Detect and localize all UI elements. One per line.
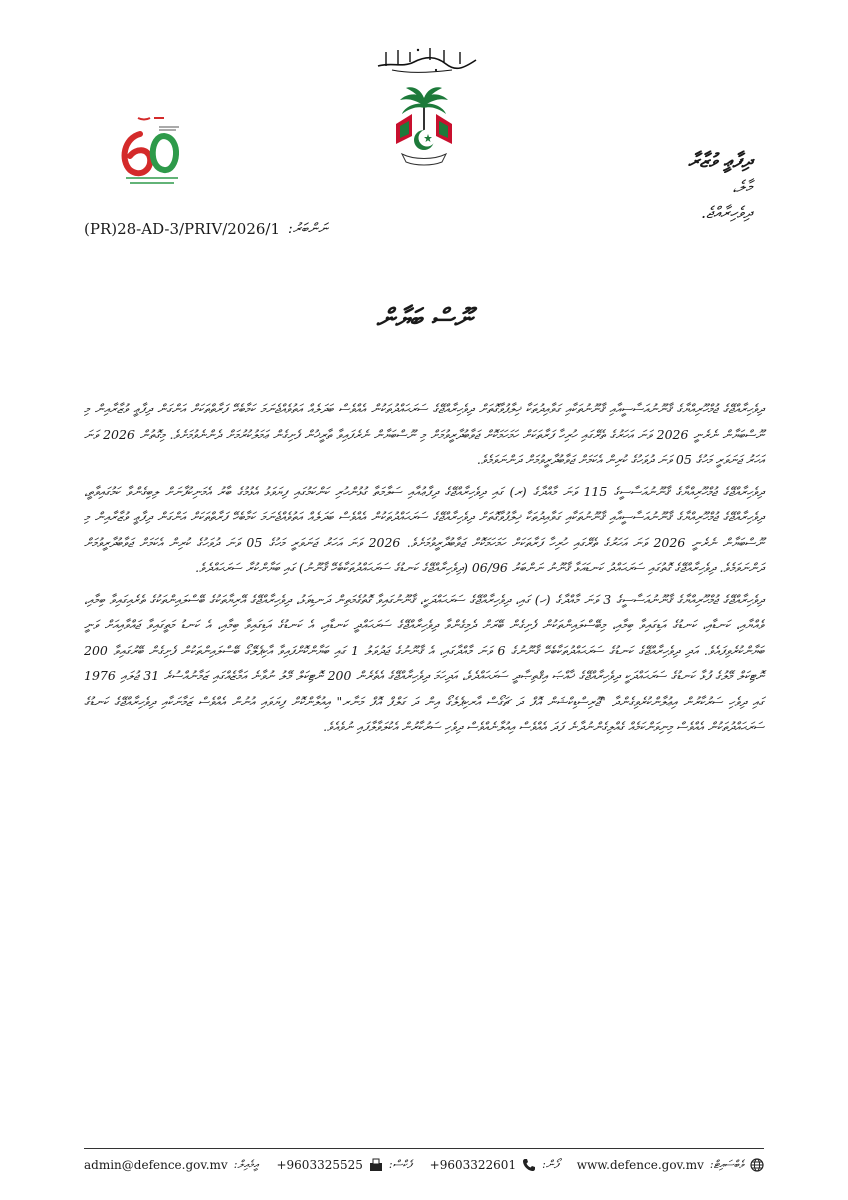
body-paragraph: ދިވެހިރާއްޖޭގެ ޖުމްހޫރިއްޔާގެ ޤާނޫނުއަސާސީއާއި ޤާނޫނުތަކާއި ގަވާއިދުތަކާ ޚިލާފުވާގޮތަށް ދިވެހިރާއްޖޭގެ ސަރަޙައްދުތަކުން އެއްވެސް ބަދަލެއް އަތުވެއްޖެނަމަ ކަމާބެހޭ ފަރާތްތަކަށް އަންގަން ދިފާޢީ ވުޒާރާއިން މި ނޫސްބަޔާން ނެރެނީ 2026 ވަނަ އަހަރުގެ ތެރޭގައި ހުރިހާ ފަރާތަކަށް ހަމަހަމަކޮށް ޖަވާބުދާރީވުމަށް މި ނޫސްބަޔާން ނެރެފައިވާ ތާރީޚުން ފެށިގެން ޢަމަލުކުރުމަށް ދެންނެވުމަށެވެ. މިގޮތުން 2026 ވަނަ އަހަރު ޖަނަވަރީ މަހުގެ 05 ވަނަ ދުވަހުގެ ކުރިން އެކަމަށް ޖަވާބުދާރީވުމަށް ދަންނަވަމެވެ. — [84, 401, 764, 467]
email-address[interactable]: admin@defence.gov.mv — [84, 1158, 228, 1172]
fax-label: ފެކްސް: — [388, 1158, 412, 1171]
footer-email — [84, 1158, 258, 1172]
footer-divider — [84, 1148, 764, 1149]
footer-phone — [430, 1158, 559, 1172]
reference-label: ނަންބަރު: — [288, 221, 328, 237]
website-url[interactable]: www.defence.gov.mv — [576, 1158, 704, 1172]
footer-website — [577, 1158, 764, 1172]
phone-icon — [522, 1158, 536, 1172]
footer-contacts — [84, 1154, 764, 1176]
globe-icon — [750, 1158, 764, 1172]
bismillah-calligraphy — [372, 42, 482, 76]
anniversary-logo-icon — [112, 112, 192, 188]
email-label: އީމެއިލް: — [233, 1158, 259, 1171]
organization-country: ދިވެހިރާއްޖެ. — [701, 203, 752, 222]
state-emblem-icon — [382, 84, 466, 168]
phone-number: +9603322601 — [429, 1158, 517, 1172]
reference-row — [84, 218, 384, 240]
fax-number: +9603325525 — [276, 1158, 363, 1172]
phone-label: ފޯން: — [542, 1158, 559, 1171]
document-body — [84, 396, 764, 746]
website-label: ވެބްސައިޓް: — [709, 1158, 744, 1171]
document-title: ނޫސް ބަޔާން — [376, 304, 472, 334]
reference-number: (PR)28-AD-3/PRIV/2026/1 — [84, 220, 281, 238]
organization-address-block — [688, 148, 752, 226]
organization-name: ދިފާޢީ ވުޒާރާ — [688, 150, 752, 172]
body-paragraph: ދިވެހިރާއްޖޭގެ ޖުމްހޫރިއްޔާގެ ޤާނޫނުއަސާސީގެ 3 ވަނަ މާއްދާގެ (ހ) ގައި، ދިވެހިރާއްޖޭގެ ސަރަޙައްދަކީ، ޤާނޫނުގައިވާ ގޮތުގެމަތިން ދަނޑިވަޅު، ދިވެހިރާއްޖޭގެ އޭރިޔާތަކުގެ ބޭސްލައިންތަކުގެ ތެރެއިގައިވާ ބިމާއި، ވެއްޔާއި، ކަނޑާއި، ކަނޑުގެ އަޑިގައިވާ ބިމާއި، މިބޭސްލައިންތަކުން ފެށިގެން ބޭރަށް ދެމިގެންވާ ދިވެހިރާއްޖޭގެ ސަރަޙައްދީ ކަނޑާއި، އެ ކަނޑުގެ އަޑިގައިވާ ބިމާއި، އެ ކަނޑު މަތީގައިވާ ޖައްވާއިއަށް ވަނީ ބަޔާންކުރެވިފައެވެ. އަދި ދިވެހިރާއްޖޭގެ ކަނޑުގެ ސަރަޙައްދުތަކާބެހޭ ޤާނޫނުގެ 6 ވަނަ މާއްދާގައި، އެ ޤާނޫނުގެ ޖަދުވަލު 1 ގައި ބަޔާންކޮށްފައިވާ އާކިޕެލޭގޯ ބޭސްލައިންތަކުން ފެށިގެން ބޭރުގައިވާ 200 ނޮޓިކަލް މޭލުގެ ފުޅާ ކަނޑުގެ ސަރަޙައްދަކީ ދިވެހިރާއްޖޭގެ ޚާއްޞަ އިޤްތިޞާދީ ސަރަޙައްދެވެ، އަދިހަމަ ދިވެހިރާއްޖޭގެ އެތެރެން 200 ނޮޓިކަލް މޭލު ނުވާނެ އަމާޒެއްގައި ޒަމާނުއްސުރެ 31 ޖުލައި 1976 ގައި ދިވެހި ސަރުކާރުން އިޢުލާންކުރެވިގެންދާ "ޖޫރިސްޑިކްޝަން އޮފް ދަ ޗަގޯސް އާރކިޕެލެގޯ އިން ދަ ގަލްފް އޮފް މަނާރ" އިއުލާންކޮށް ފިޔަވައި އުނުން އެއްވެސް ޒަމާނަކާއި ދިވެހިރާއްޖޭގެ ކަނޑުގެ ސަރަޙައްދުތަކުން އެއްވެސް މިނިވަންކަމެއް ގެއްލިގެންނުދާނެ ފަދަ އެއްވެސް އިއުލާނެއްވެސް ދިވެހި ސަރުކާރުން އެކުލަވާލާފައި ނުވެއެވެ. — [84, 591, 765, 734]
body-paragraph: ދިވެހިރާއްޖޭގެ ޖުމްހޫރިއްޔާގެ ޤާނޫނުއަސާސީގެ 115 ވަނަ މާއްދާގެ (ރ) ގައި ދިވެހިރާއްޖޭގެ ދިފާޢުއާއި ސަލާމަތާ ގުޅުންހުރި ކަންކަމުގައި ފިޔަވަޅު އެޅުމުގެ ބާރު އެމަނިކުފާނަށް ލިބިގެންވާ ކަމުގައިވާތީ، ދިވެހިރާއްޖޭގެ ޖުމްހޫރިއްޔާގެ ޤާނޫނުއަސާސީއާއި ޤާނޫނުތަކާއި ގަވާއިދުތަކާ ޚިލާފުވާގޮތަށް ދިވެހިރާއްޖޭގެ ސަރަޙައްދުތަކުން އެއްވެސް ބަދަލެއް އަތުވެއްޖެނަމަ ކަމާބެހޭ ފަރާތްތަކަށް އަންގަން ދިފާޢީ ވުޒާރާއިން މި ނޫސްބަޔާން ނެރެނީ 2026 ވަނަ އަހަރުގެ ތެރޭގައި ހުރިހާ ފަރާތަކަށް ހަމަހަމަކޮށް ޖަވާބުދާރީވުމަށެވެ. 2026 ވަނަ އަހަރު ޖަނަވަރީ މަހުގެ 05 ވަނަ ދުވަހުގެ ކުރިން އެކަމަށް ޖަވާބުދާރީވުމަށް ދަންނަވަމެވެ. ދިވެހިރާއްޖޭގެ ގޮތުގައި ސަރަޙައްދު ކަނޑައަޅާ ޤާނޫނު ނަންބަރު 06/96 (ދިވެހިރާއްޖޭގެ ކަނޑުގެ ސަރަޙައްދުތަކާބެހޭ ޤާނޫނު) ގައި ބަޔާންކުރާ ސަރަޙައްދެވެ. — [84, 483, 764, 575]
organization-city: މާލެ، — [732, 177, 752, 196]
fax-icon — [369, 1158, 383, 1172]
footer-fax — [276, 1158, 411, 1172]
